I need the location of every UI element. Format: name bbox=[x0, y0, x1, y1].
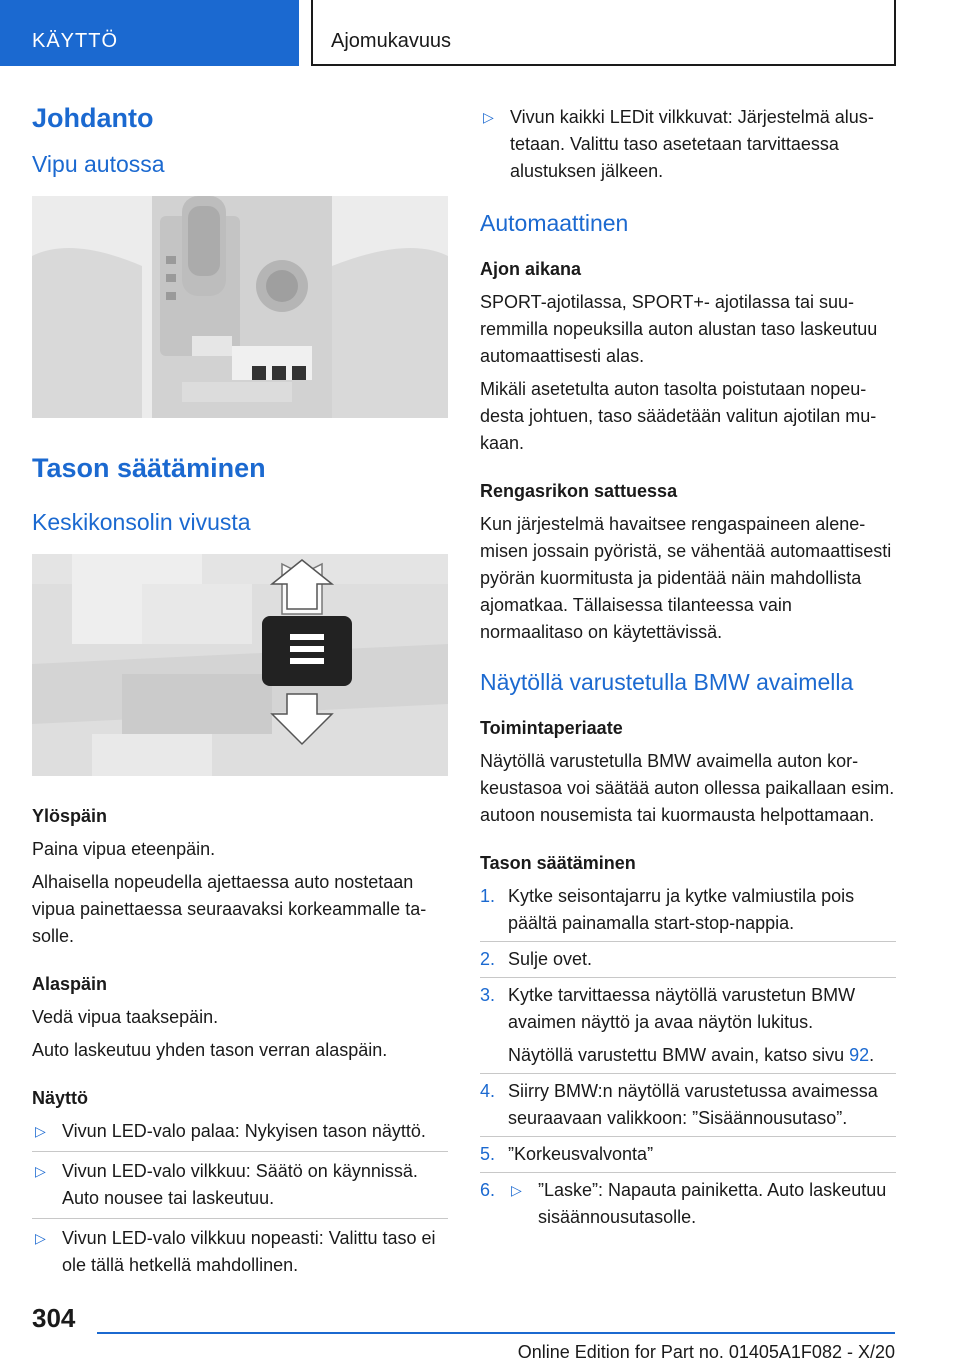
flat-tire-text: Kun järjestelmä havaitsee rengaspaineen alenemisen jossain pyöristä, se vähentää automaattisesti pyörän kuormitusta ja pidentää näin mahdollista ajomatkaa. Tällaisessa tilanteessa vain normaalitaso on käytettävissä. bbox=[480, 514, 892, 642]
principle-title: Toimintaperiaate bbox=[480, 718, 623, 738]
center-console-photo bbox=[32, 196, 448, 418]
page-header bbox=[0, 0, 960, 66]
down-text-2: Auto laskeutuu yhden tason verran alaspäin. bbox=[32, 1040, 388, 1060]
principle-text: Näytöllä varustetulla BMW avaimella auton korkeustasoa voi säätää auton ollessa paikallaan esim. autoon nousemista tai kuormausta helpottamaan. bbox=[480, 751, 895, 825]
subheading-display-key: Näytöllä varustetulla BMW avaimella bbox=[480, 669, 854, 695]
driving-text-1: SPORT-ajotilassa, SPORT+- ajotilassa tai suuremmilla nopeuksilla auton alustan taso laskeutuu automaattisesti alas. bbox=[480, 292, 878, 366]
adjust-title: Tason säätäminen bbox=[480, 853, 636, 873]
list-item: 5. ”Korkeusvalvonta” bbox=[480, 1136, 896, 1168]
triangle-bullet-icon: ▷ bbox=[35, 1123, 46, 1139]
page-number: 304 bbox=[32, 1303, 76, 1333]
up-text-1: Paina vipua eteenpäin. bbox=[32, 839, 216, 859]
edition-text: Online Edition for Part no. 01405A1F082 - X/20 bbox=[517, 1342, 895, 1362]
display-bullet: ▷ Vivun LED-valo palaa: Nykyisen tason näyttö. bbox=[32, 1118, 448, 1145]
triangle-bullet-icon: ▷ bbox=[35, 1230, 46, 1246]
list-item: 1. Kytke seisontajarru ja kytke valmiustila pois päältä painamalla start-stop-nappia. bbox=[480, 886, 855, 933]
subheading-console-lever: Keskikonsolin vivusta bbox=[32, 509, 251, 535]
down-title: Alaspäin bbox=[32, 974, 108, 994]
driving-text-2: Mikäli asetetulta auton tasolta poistutaan nopeudesta johtuen, taso säädetään valitun ajotilan mukaan. bbox=[480, 379, 877, 453]
list-item: 6. ▷ ”Laske”: Napauta painiketta. Auto laskeutuu sisäännousutasolle. bbox=[480, 1172, 896, 1231]
heading-intro: Johdanto bbox=[32, 103, 154, 133]
triangle-bullet-icon: ▷ bbox=[511, 1182, 522, 1198]
list-item: 2. Sulje ovet. bbox=[480, 941, 896, 973]
subheading-automatic: Automaattinen bbox=[480, 210, 629, 236]
footer-divider bbox=[97, 1332, 895, 1334]
left-column bbox=[32, 96, 448, 1279]
step-3-note: Näytöllä varustettu BMW avain, katso sivu 92. bbox=[508, 1045, 875, 1065]
driving-title: Ajon aikana bbox=[480, 259, 582, 279]
right-column bbox=[480, 96, 896, 1231]
list-item: 4. Siirry BMW:n näytöllä varustetussa avaimessa seuraavaan valikkoon: ”Sisäännousutaso”. bbox=[480, 1073, 896, 1132]
page-footer bbox=[0, 1290, 960, 1362]
display-bullet: ▷ Vivun LED-valo vilkkuu: Säätö on käynnissä. Auto nousee tai laskeutuu. bbox=[32, 1151, 448, 1212]
console-lever-photo bbox=[32, 554, 448, 776]
triangle-bullet-icon: ▷ bbox=[35, 1163, 46, 1179]
page-reference-link[interactable]: 92 bbox=[849, 1045, 870, 1065]
up-text-2: Alhaisella nopeudella ajettaessa auto nostetaan vipua painettaessa seuraavaksi korkeammalle tasolle. bbox=[32, 872, 427, 946]
up-title: Ylöspäin bbox=[32, 806, 108, 826]
chapter-title: Ajomukavuus bbox=[311, 0, 896, 66]
subheading-lever-in-car: Vipu autossa bbox=[32, 151, 165, 177]
section-tab[interactable]: KÄYTTÖ bbox=[0, 0, 299, 66]
flat-tire-title: Rengasrikon sattuessa bbox=[480, 481, 678, 501]
down-text-1: Vedä vipua taaksepäin. bbox=[32, 1007, 219, 1027]
led-reset-bullet: ▷ Vivun kaikki LEDit vilkkuvat: Järjestelmä alustetaan. Valittu taso asetetaan tarvittaessa alustuksen jälkeen. bbox=[480, 104, 896, 185]
triangle-bullet-icon: ▷ bbox=[483, 109, 494, 125]
steps-list bbox=[480, 883, 896, 1231]
display-bullet: ▷ Vivun LED-valo vilkkuu nopeasti: Valittu taso ei ole tällä hetkellä mahdollinen. bbox=[32, 1218, 448, 1279]
list-item: 3. Kytke tarvittaessa näytöllä varustetun BMW avaimen näyttö ja avaa näytön lukitus. Näytöllä varustettu BMW avain, katso sivu 92. bbox=[480, 977, 896, 1069]
heading-level-adjust: Tason säätäminen bbox=[32, 453, 266, 483]
display-title: Näyttö bbox=[32, 1088, 89, 1108]
